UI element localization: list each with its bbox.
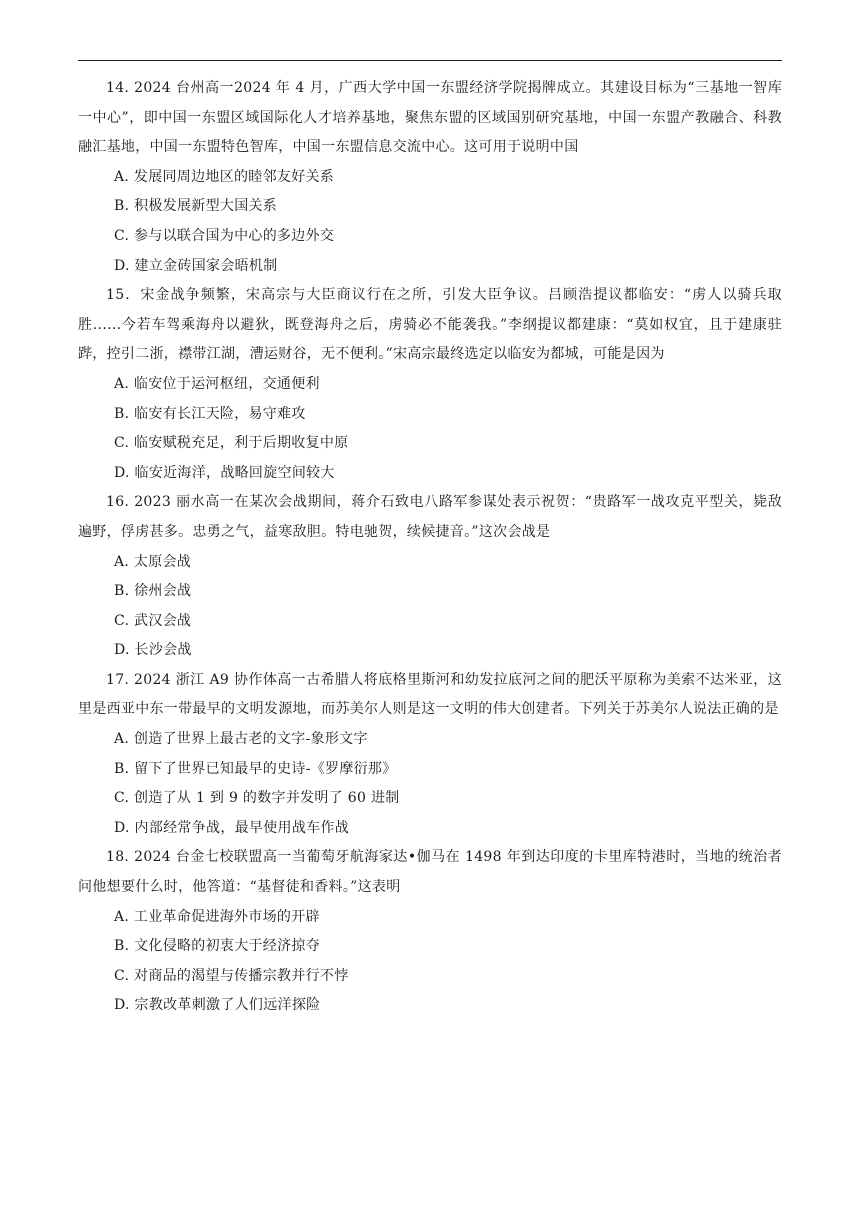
option-a: A. 创造了世界上最古老的文字-象形文字 (114, 731, 368, 748)
option-c: C. 参与以联合国为中心的多边外交 (114, 227, 335, 244)
option-b: B. 文化侵略的初衷大于经济掠夺 (114, 938, 320, 955)
option-b: B. 积极发展新型大国关系 (114, 198, 278, 215)
option-c: C. 对商品的渴望与传播宗教并行不悖 (114, 967, 349, 984)
option-b: B. 临安有长江天险，易守难攻 (114, 405, 306, 422)
option-c: C. 临安赋税充足，利于后期收复中原 (114, 435, 349, 452)
question-17 (78, 666, 782, 844)
option-d: D. 临安近海洋，战略回旋空间较大 (114, 464, 335, 481)
option-d: D. 建立金砖国家会晤机制 (114, 257, 278, 274)
question-stem: 14. 2024 台州高一2024 年 4 月，广西大学中国一东盟经济学院揭牌成立。其建设目标为“三基地一智库一中心”，即中国一东盟区域国际化人才培养基地，聚焦东盟的区域国别研究基地，中国一东盟产教融合、科教融汇基地，中国一东盟特色智库，中国一东盟信息交流中心。这可用于说明中国 (78, 80, 782, 156)
question-stem: 15．宋金战争频繁，宋高宗与大臣商议行在之所，引发大臣争议。吕顾浩提议都临安：“虏人以骑兵取胜......今若车驾乘海舟以避狄，既登海舟之后，虏骑必不能袭我。”李纲提议都建康：“莫如权宜，且于建康驻跸，控引二浙，襟带江湖，漕运财谷，无不便利。”宋高宗最终选定以临安为都城，可能是因为 (78, 287, 782, 363)
question-16 (78, 488, 782, 666)
option-a: A. 临安位于运河枢纽，交通便利 (114, 375, 320, 392)
option-d: D. 宗教改革刺激了人们远洋探险 (114, 997, 321, 1014)
question-14 (78, 74, 782, 281)
option-b: B. 留下了世界已知最早的史诗-《罗摩衍那》 (114, 760, 397, 777)
question-stem: 17. 2024 浙江 A9 协作体高一古希腊人将底格里斯河和幼发拉底河之间的肥沃平原称为美索不达米亚，这里是西亚中东一带最早的文明发源地，而苏美尔人则是这一文明的伟大创建者。下列关于苏美尔人说法正确的是 (78, 671, 782, 718)
option-d: D. 长沙会战 (114, 642, 192, 659)
option-d: D. 内部经常争战，最早使用战车作战 (114, 819, 350, 836)
option-a: A. 工业革命促进海外市场的开辟 (114, 908, 320, 925)
header-rule (78, 60, 782, 61)
option-a: A. 发展同周边地区的睦邻友好关系 (114, 168, 335, 185)
question-stem: 16. 2023 丽水高一在某次会战期间，蒋介石致电八路军参谋处表示祝贺：“贵路军一战攻克平型关，毙敌遍野，俘虏甚多。忠勇之气，益寒敌胆。特电驰贺，续候捷音。”这次会战是 (78, 494, 782, 540)
document-body (78, 74, 782, 1021)
option-c: C. 创造了从 1 到 9 的数字并发明了 60 进制 (114, 790, 400, 807)
question-stem: 18. 2024 台金七校联盟高一当葡萄牙航海家达•伽马在 1498 年到达印度的卡里库特港时，当地的统治者问他想要什么时，他答道：“基督徒和香料。”这表明 (78, 849, 782, 896)
option-a: A. 太原会战 (114, 553, 192, 570)
option-b: B. 徐州会战 (114, 583, 192, 600)
question-15 (78, 281, 782, 488)
question-18 (78, 843, 782, 1021)
option-c: C. 武汉会战 (114, 612, 192, 629)
